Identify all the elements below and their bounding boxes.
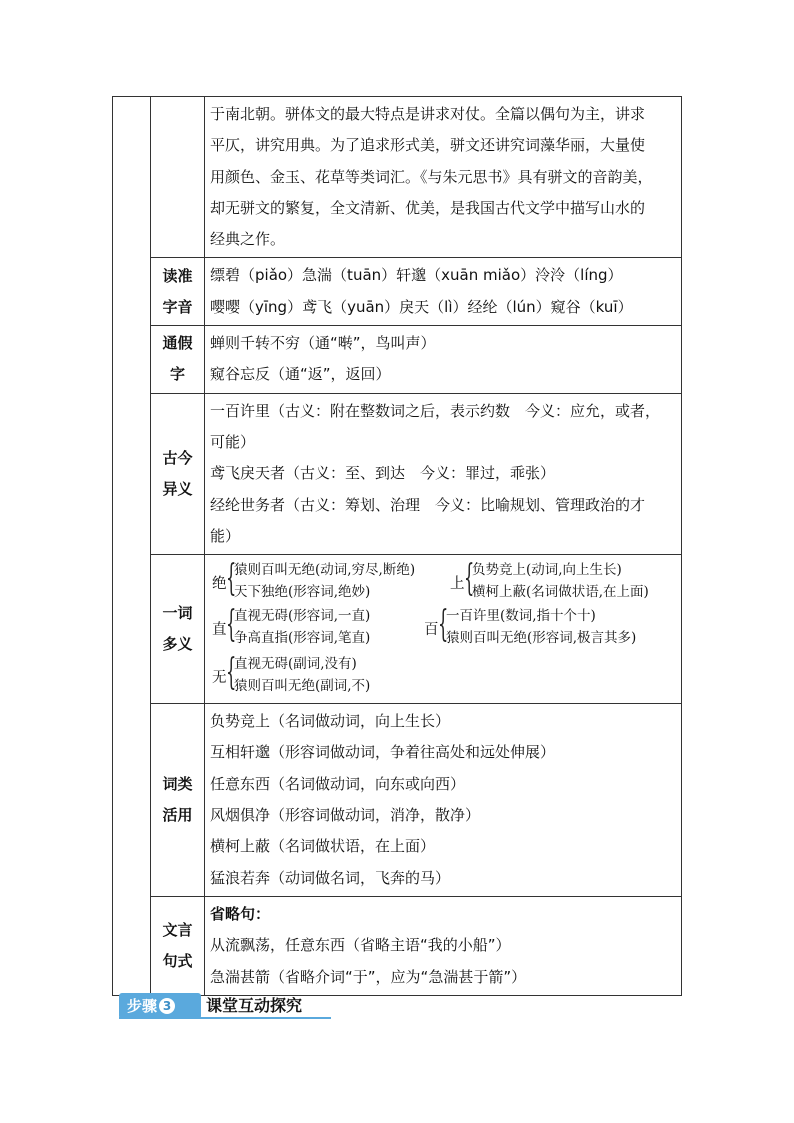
brace-icon: {: [226, 558, 237, 600]
sentence-cell: [205, 896, 682, 995]
interchangeable-line: 蝉则千转不穷（通“啭”，鸟叫声）: [210, 334, 436, 353]
sentence-line: 急湍甚箭（省略介词“于”，应为“急湍甚于箭”）: [210, 967, 527, 986]
polysemy-item: 猿则百叫无绝(动词,穷尽,断绝): [234, 562, 416, 579]
ancient-modern-line: 鸢飞戾天者（古义：至、到达 今义：罪过，乖张）: [210, 464, 556, 483]
word-class-line: 负势竞上（名词做动词，向上生长）: [210, 712, 451, 731]
intro-label-cell: [151, 97, 205, 258]
brace-icon: {: [226, 652, 237, 694]
word-class-line: 风烟俱净（形容词做动词，消净，散净）: [210, 806, 481, 825]
word-class-line: 任意东西（名词做动词，向东或向西）: [210, 774, 466, 793]
notes-table: [112, 96, 682, 996]
word-class-line: 横柯上蔽（名词做状语，在上面）: [210, 837, 436, 856]
polysemy-item: 猿则百叫无绝(形容词,极言其多): [446, 630, 637, 647]
pronunciation-label: 读准 字音: [151, 258, 205, 326]
polysemy-label: 一词 多义: [151, 555, 205, 704]
polysemy-key: 上: [450, 576, 465, 593]
polysemy-key: 直: [212, 622, 227, 639]
brace-icon: {: [226, 604, 237, 646]
polysemy-item: 猿则百叫无绝(副词,不): [234, 678, 371, 695]
pronunciation-line: 嘤嘤（yīng）鸢飞（yuān）戾天（lì）经纶（lún）窥谷（kuī）: [210, 297, 633, 316]
polysemy-cell: [205, 555, 682, 704]
word-class-line: 猛浪若奔（动词做名词，飞奔的马）: [210, 868, 451, 887]
sentence-label: 文言 句式: [151, 896, 205, 995]
intro-line: 用颜色、金玉、花草等类词汇。《与朱元思书》具有骈文的音韵美，: [210, 167, 653, 186]
polysemy-item: 负势竞上(动词,向上生长): [472, 562, 622, 579]
polysemy-item: 一百许里(数词,指十个十): [446, 608, 596, 625]
intro-line: 经典之作。: [210, 230, 286, 249]
intro-line: 却无骈文的繁复，全文清新、优美，是我国古代文学中描写山水的: [210, 198, 646, 217]
interchangeable-label: 通假 字: [151, 326, 205, 394]
intro-cell: [205, 97, 682, 258]
polysemy-block: [210, 557, 677, 701]
ancient-modern-line: 可能）: [210, 432, 256, 451]
pronunciation-cell: [205, 258, 682, 326]
word-class-label: 词类 活用: [151, 704, 205, 897]
polysemy-item: 横柯上蔽(名词做状语,在上面): [472, 584, 649, 601]
intro-line: 于南北朝。骈体文的最大特点是讲求对仗。全篇以偶句为主，讲求: [210, 105, 646, 123]
sentence-heading: 省略句：: [210, 904, 271, 923]
interchangeable-line: 窥谷忘反（通“返”，返回）: [210, 365, 391, 384]
polysemy-key: 绝: [212, 576, 227, 593]
word-class-line: 互相轩邈（形容词做动词，争着往高处和远处伸展）: [210, 743, 556, 762]
outer-left-column: [113, 97, 151, 996]
step-number: 3: [159, 998, 175, 1014]
polysemy-key: 百: [424, 622, 439, 639]
intro-line: 平仄，讲究用典。为了追求形式美，骈文还讲究词藻华丽，大量使: [210, 136, 646, 155]
ancient-modern-line: 一百许里（古义：附在整数词之后，表示约数 今义：应允，或者，: [210, 401, 661, 420]
brace-icon: {: [464, 558, 475, 600]
polysemy-item: 直视无碍(形容词,一直): [234, 608, 371, 625]
ancient-modern-line: 经纶世务者（古义：筹划、治理 今义：比喻规划、管理政治的才: [210, 495, 646, 514]
interchangeable-cell: [205, 326, 682, 394]
ancient-modern-cell: [205, 393, 682, 554]
sentence-line: 从流飘荡，任意东西（省略主语“我的小船”）: [210, 936, 511, 955]
word-class-cell: [205, 704, 682, 897]
polysemy-item: 直视无碍(副词,没有): [234, 656, 357, 673]
brace-icon: {: [438, 604, 449, 646]
step-underline: [119, 1017, 331, 1019]
step-heading: [119, 993, 331, 1019]
pronunciation-line: 缥碧（piǎo）急湍（tuān）轩邈（xuān miǎo）泠泠（líng）: [210, 266, 623, 285]
polysemy-item: 争高直指(形容词,笔直): [234, 630, 371, 647]
step-tag-label: 步骤: [127, 997, 158, 1015]
polysemy-key: 无: [212, 670, 227, 687]
step-tag: [119, 993, 201, 1019]
step-title: 课堂互动探究: [206, 996, 303, 1015]
ancient-modern-line: 能）: [210, 526, 241, 545]
polysemy-item: 天下独绝(形容词,绝妙): [234, 584, 371, 601]
ancient-modern-label: 古今 异义: [151, 393, 205, 554]
